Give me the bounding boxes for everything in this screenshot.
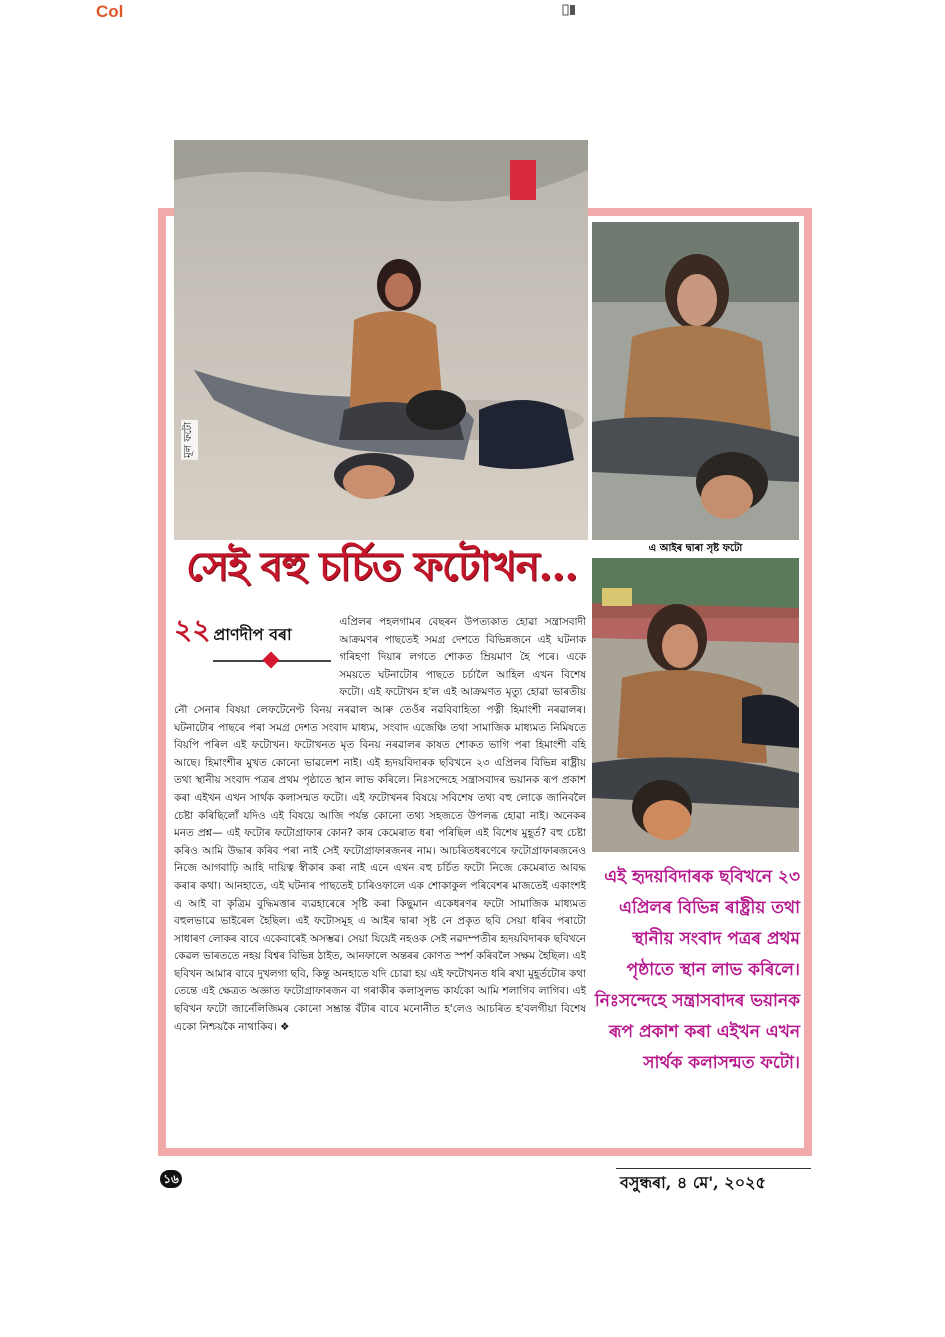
page-number: ১৬ [160, 1170, 182, 1188]
pull-quote: এই হৃদয়বিদাৰক ছবিখনে ২৩ এপ্ৰিলৰ বিভিন্ন ৰাষ্ট্ৰীয় তথা স্থানীয় সংবাদ পত্ৰৰ প্ৰথম পৃষ্ঠাতে স্থান লাভ কৰিলে। নিঃসন্দেহে সন্ত্ৰাসবাদৰ ভয়ানক ৰূপ প্ৰকাশ কৰা এইখন এখন সাৰ্থক কলাসন্মত ফটো। [594, 867, 800, 1073]
issue-info: বসুন্ধৰা, ৪ মে', ২০২৫ [620, 1173, 766, 1192]
article-body [174, 614, 586, 1144]
diamond-ornament-icon [263, 652, 280, 669]
headline: সেই বহু চৰ্চিত ফটোখন... [186, 543, 578, 590]
dropcap: ২২ [174, 614, 211, 646]
photo-credit: মূল ফটো [181, 420, 198, 460]
author-name: প্ৰাণদীপ বৰা [213, 625, 292, 644]
author-byline [213, 620, 331, 684]
registration-mark-icon [562, 4, 576, 16]
ai-photo-2 [592, 558, 799, 852]
ai-photo-1 [592, 222, 799, 540]
ai-photo-caption: এ আইৰ দ্বাৰা সৃষ্ট ফটো [648, 543, 743, 554]
article-paragraph: এপ্ৰিলৰ পহলগামৰ বেছৰন উপত্যকাত হোৱা সন্ত্ৰাসবাদী আক্ৰমণৰ পাছতেই সমগ্ৰ দেশতে বিভিন্নজনে এই ঘটনাক গৰিহণা দিয়াৰ লগতে শোকত ম্ৰিয়মাণ হৈ পৰে। একে সময়তে ঘটনাটোৰ পাছতে চৰ্চালৈ আহিল এখন বিশেষ ফটো। এই ফটোখন হ'ল এই আক্ৰমণত মৃত্যু হোৱা ভাৰতীয় নৌ সেনাৰ বিষয়া লেফটেনেণ্ট বিনয় নৰৱাল আৰু তেওঁৰ নৱবিবাহিতা পত্নী হিমাংশী নৰৱালৰ। ঘটনাটোৰ পাছৰে পৰা সমগ্ৰ দেশত সংবাদ মাধ্যম, সংবাদ এজেঞ্চি তথা সামাজিক মাধ্যমত নিমিষতে বিয়পি পৰিল এই ফটোখন। ফটোখনত মৃত বিনয় নৰৱালৰ কাষত শোকত ভাগি পৰা হিমাংশী বহি আছে। হিমাংশীৰ মুখত কোনো ভাৱলেশ নাই। এই হৃদয়বিদাৰক ছবিখনে ২৩ এপ্ৰিলৰ বিভিন্ন ৰাষ্ট্ৰীয় তথা স্থানীয় সংবাদ পত্ৰৰ প্ৰথম পৃষ্ঠাতে স্থান লাভ কৰিলে। নিঃসন্দেহে সন্ত্ৰাসবাদৰ ভয়ানক ৰূপ প্ৰকাশ কৰা এইখন এখন সাৰ্থক কলাসন্মত ফটো। এই ফটোখনৰ বিষয়ে সবিশেষ তথ্য বহু লোকে জানিবলৈ চেষ্টা কৰিছিলোঁ যদিও এই বিষয়ে আজি পৰ্যন্ত কোনো তথ্য সহজতে উপলব্ধ হোৱা নাই। অনেকৰ মনত প্ৰশ্ন— এই ফটোৰ ফটোগ্ৰাফাৰ কোন? কাৰ কেমেৰাত ধৰা পৰিছিল এই বিশেষ মুহূৰ্ত? বহু চেষ্টা কৰিও আমি উদ্ধাৰ কৰিব পৰা নাই সেই ফটোগ্ৰাফাৰজনৰ নাম। আচৰিতধৰণেৰে ফটোগ্ৰাফাৰজনেও নিজে আগবাঢ়ি আহি দায়িত্ব স্বীকাৰ কৰা নাই এনে এখন বহু চৰ্চিত ফটো নিজে কেমেৰাত আবদ্ধ কৰাৰ কথা। আনহাতে, এই ঘটনাৰ পাছতেই চাৰিওফালে এক শোকাকুল পৰিবেশৰ মাজতেই একাংশই এ আই বা কৃত্ৰিম বুদ্ধিমত্তাৰ ব্যৱহাৰেৰে সৃষ্টি কৰা কিছুমান একেধৰণৰ ফটো সামাজিক মাধ্যমত বহুলভাৱে ভাইৰেল হৈছিল। এই ফটোসমূহ এ আইৰ দ্বাৰা সৃষ্ট নে প্ৰকৃত ছবি সেয়া ধৰিব পৰাটো সাধাৰণ লোকৰ বাবে একেবাৰেই অসম্ভৱ। সেয়া যিয়েই নহওক সেই নৱদম্পতীৰ হৃদয়বিদাৰক ছবিখনে কেৱল ভাৰততে নহয় বিশ্বৰ বিভিন্ন ঠাইত, আনফালে অন্তৰৰ কোণত স্পৰ্শ কৰিবলৈ সক্ষম হৈছিল। এই ছবিখন আমাৰ বাবে দুখলগা ছবি, কিন্তু অনহাতে যদি চোৱা হয় এই ফটোখনত ধৰি ৰখা মুহূৰ্তটোৰ কথা তেন্তে এই ক্ষেত্ৰত অজ্ঞাত ফটোগ্ৰাফাৰজন বা গৰাকীৰ কলাসুলভ কাৰ্যকো আমি শলাগিব লাগিব। এই ছবিখন ফটো জাৰ্নেলিজিমৰ কোনো সম্ভ্ৰান্ত বঁটাৰ বাবে মনোনীত হ'লেও আচৰিত হ'বলগীয়া বিশেষ একো নিশ্চয়কৈ নাথাকিব। ❖ [174, 616, 586, 1033]
corner-label: Col [96, 2, 124, 21]
footer-rule [616, 1168, 811, 1169]
original-photo [174, 140, 588, 540]
